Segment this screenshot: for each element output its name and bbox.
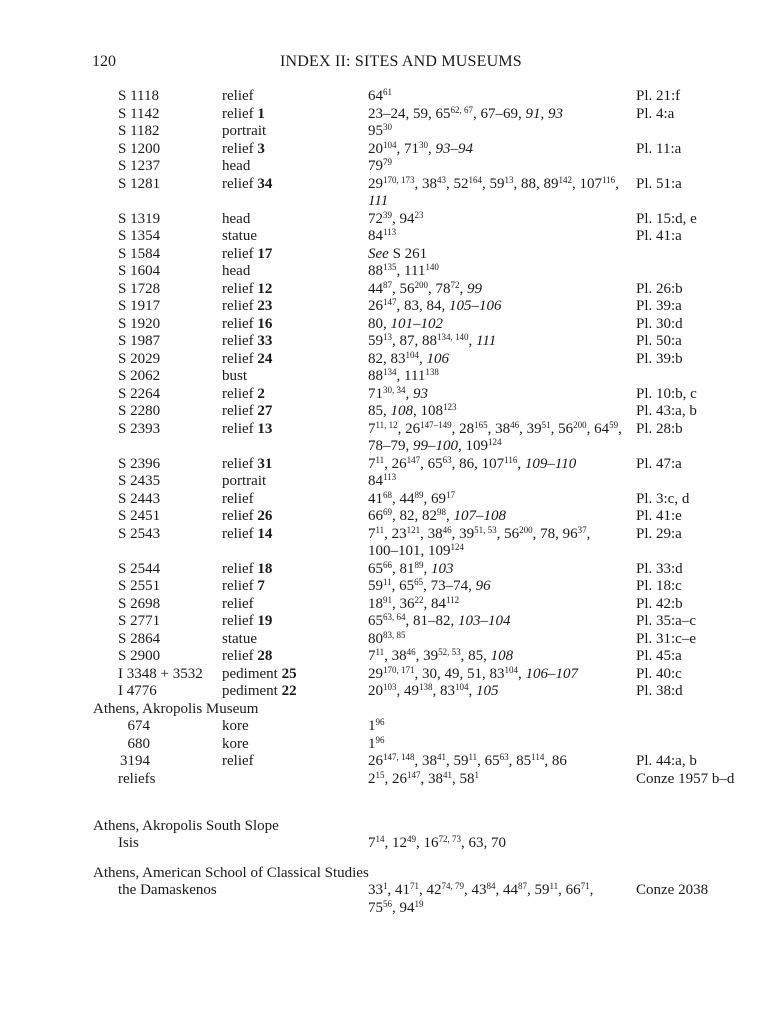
index-entry — [0, 333, 762, 351]
section-heading-text: Athens, American School of Classical Studies — [93, 864, 369, 881]
catalogue-number: 23 — [257, 298, 273, 314]
page-references: $64^{61}$ — [368, 87, 392, 104]
section-heading-text: Athens, Akropolis South Slope — [93, 817, 279, 834]
plate-reference: Pl. 33:d — [636, 560, 683, 577]
object-type: portrait — [222, 123, 267, 139]
index-entry — [0, 882, 762, 917]
inventory-number: 680 — [127, 735, 150, 752]
page-references: $1^{96}$ — [368, 717, 385, 734]
inventory-number: S 1354 — [118, 228, 161, 244]
plate-reference: Pl. 11:a — [636, 140, 682, 157]
object-type: relief — [222, 595, 254, 612]
spacer — [0, 806, 762, 818]
page-references: $88^{134}$, $111^{138}$ — [368, 367, 439, 384]
index-entry — [0, 228, 762, 246]
plate-reference: Pl. 42:b — [636, 595, 683, 612]
index-entry — [0, 368, 762, 386]
plate-reference: Pl. 47:a — [636, 455, 682, 472]
object-type: relief 13 — [222, 420, 273, 437]
index-entry — [0, 386, 762, 404]
index-entry — [0, 596, 762, 614]
plate-reference: Pl. 39:a — [636, 298, 682, 314]
object-type: head — [222, 210, 251, 227]
inventory-number: S 2393 — [118, 420, 161, 437]
catalogue-number: 12 — [257, 280, 273, 297]
catalogue-number: 7 — [257, 578, 265, 594]
inventory-number: S 2062 — [118, 368, 161, 384]
catalogue-number: 17 — [257, 245, 273, 262]
inventory-number: S 2543 — [118, 525, 161, 542]
page-number: 120 — [92, 53, 116, 70]
page-references: $41^{68}$, $44^{89}$, $69^{17}$ — [368, 489, 455, 507]
plate-reference: Pl. 18:c — [636, 578, 682, 594]
object-type: relief 2 — [222, 385, 265, 402]
index-entry — [0, 526, 762, 561]
inventory-number: S 2771 — [118, 613, 161, 629]
entry-label: Isis — [118, 835, 139, 851]
inventory-number: S 1604 — [118, 263, 161, 279]
index-entry — [0, 578, 762, 596]
catalogue-number: 18 — [257, 560, 273, 577]
inventory-number: S 1200 — [118, 140, 161, 157]
page-references: $59^{13}$, 87, 88$^{134, 140}$, 111 — [368, 332, 497, 349]
index-entry — [0, 298, 762, 316]
page-header — [0, 53, 762, 73]
inventory-number: S 2443 — [118, 490, 161, 507]
running-title: INDEX II: SITES AND MUSEUMS — [280, 53, 522, 70]
catalogue-number: 27 — [257, 403, 273, 419]
plate-reference: Pl. 43:a, b — [636, 403, 697, 419]
page-references: See S 261 — [368, 245, 428, 262]
page-references: $7^{11}$, $38^{46}$, 39$^{52, 53}$, 85, 108 — [368, 647, 514, 664]
inventory-number: I 3348 + 3532 — [118, 665, 203, 682]
inventory-number: S 2280 — [118, 403, 161, 419]
object-type: relief 24 — [222, 350, 273, 367]
catalogue-number: 16 — [257, 315, 273, 332]
plate-reference: Pl. 3:c, d — [636, 490, 690, 507]
object-type: relief 23 — [222, 298, 273, 314]
object-type: head — [222, 158, 251, 174]
page-references: $44^{87}$, $56^{200}$, $78^{72}$, 99 — [368, 279, 482, 297]
object-type: relief 16 — [222, 315, 273, 332]
page-references: $59^{11}$, $65^{65}$, 73–74, 96 — [368, 577, 491, 594]
page-references: 7$^{11, 12}$, 26$^{147-149}$, $28^{165}$, $38^{46}$, $39^{51}$, $56^{200}$, $64^{59}$, 78–79, 99–100, $109^{124}$ — [368, 419, 622, 454]
catalogue-number: 34 — [257, 175, 273, 192]
index-entry — [0, 473, 762, 491]
index-entry — [0, 403, 762, 421]
page-references: $84^{113}$ — [368, 472, 397, 489]
catalogue-number: 2 — [257, 385, 265, 402]
index-entry — [0, 718, 762, 736]
object-type: relief 3 — [222, 140, 265, 157]
page-references: $65^{66}$, $81^{89}$, 103 — [368, 559, 454, 577]
inventory-number: 3194 — [120, 753, 150, 769]
page-references: $66^{69}$, 82, $82^{98}$, 107–108 — [368, 507, 506, 524]
plate-reference: Conze 1957 b–d — [636, 770, 735, 787]
inventory-number: S 1917 — [118, 298, 161, 314]
section-heading — [0, 865, 762, 883]
inventory-number: 674 — [127, 718, 150, 734]
catalogue-number: 1 — [257, 105, 265, 122]
index-entry — [0, 771, 762, 806]
index-entry — [0, 421, 762, 456]
inventory-number: S 1142 — [118, 105, 160, 122]
catalogue-number: 25 — [281, 665, 297, 682]
plate-reference: Pl. 4:a — [636, 105, 675, 122]
inventory-number: S 1728 — [118, 280, 161, 297]
page-references: 23–24, 59, 65$^{62, 67}$, 67–69, 91, 93 — [368, 104, 563, 122]
page-references: $1^{96}$ — [368, 734, 385, 752]
page-references: $88^{135}$, $111^{140}$ — [368, 262, 439, 279]
index-entry — [0, 281, 762, 299]
plate-reference: Pl. 26:b — [636, 280, 683, 297]
catalogue-number: 22 — [281, 683, 297, 699]
inventory-number: S 1237 — [118, 158, 161, 174]
catalogue-number: 26 — [257, 508, 273, 524]
page-references: 26$^{147, 148}$, $38^{41}$, $59^{11}$, $65^{63}$, $85^{114}$, 86 — [368, 752, 567, 769]
page-references: $18^{91}$, $36^{22}$, $84^{112}$ — [368, 594, 460, 612]
inventory-number: S 2864 — [118, 630, 161, 647]
section-heading-text: Athens, Akropolis Museum — [93, 700, 259, 717]
index-entry — [0, 246, 762, 264]
plate-reference: Pl. 10:b, c — [636, 385, 697, 402]
inventory-number: S 1319 — [118, 210, 161, 227]
plate-reference: Pl. 21:f — [636, 88, 681, 104]
object-type: head — [222, 263, 251, 279]
object-type: relief 14 — [222, 525, 273, 542]
index-entries — [0, 88, 762, 917]
page-references: $84^{113}$ — [368, 227, 397, 244]
plate-reference: Pl. 40:c — [636, 665, 682, 682]
index-entry — [0, 613, 762, 631]
object-type: relief 18 — [222, 560, 273, 577]
object-type: statue — [222, 630, 257, 647]
object-type: pediment 22 — [222, 683, 297, 699]
page-references: 85, 108, $108^{123}$ — [368, 402, 457, 419]
object-type: relief — [222, 753, 254, 769]
inventory-number: S 2698 — [118, 595, 161, 612]
index-entry — [0, 561, 762, 579]
catalogue-number: 14 — [257, 525, 273, 542]
plate-reference: Pl. 44:a, b — [636, 753, 697, 769]
index-entry — [0, 666, 762, 684]
page-references: $7^{14}$, $12^{49}$, 16$^{72, 73}$, 63, 70 — [368, 834, 506, 851]
plate-reference: Pl. 31:c–e — [636, 630, 696, 647]
page-references: $26^{147}$, 83, 84, 105–106 — [368, 297, 502, 314]
index-entry — [0, 648, 762, 666]
object-type: relief 12 — [222, 280, 273, 297]
inventory-number: S 1182 — [118, 123, 160, 139]
section-heading — [0, 701, 762, 719]
object-type: relief — [222, 490, 254, 507]
inventory-number: S 2451 — [118, 508, 161, 524]
object-type: relief 19 — [222, 613, 273, 629]
plate-reference: Pl. 41:a — [636, 228, 682, 244]
object-type: relief 28 — [222, 648, 273, 664]
index-entry — [0, 835, 762, 853]
catalogue-number: 33 — [257, 333, 273, 349]
object-type: relief 31 — [222, 455, 273, 472]
page-references: 65$^{63, 64}$, 81–82, 103–104 — [368, 612, 511, 629]
plate-reference: Pl. 50:a — [636, 333, 682, 349]
page-references: 80$^{83, 85}$ — [368, 629, 406, 647]
page-references: $20^{103}$, $49^{138}$, $83^{104}$, 105 — [368, 682, 499, 699]
catalogue-number: 3 — [257, 140, 265, 157]
object-type: relief 27 — [222, 403, 273, 419]
object-type: statue — [222, 228, 257, 244]
page-references: $79^{79}$ — [368, 157, 392, 174]
inventory-number: S 1920 — [118, 315, 161, 332]
page-references: $72^{39}$, $94^{23}$ — [368, 209, 424, 227]
inventory-number: S 1584 — [118, 245, 161, 262]
plate-reference: Pl. 35:a–c — [636, 613, 696, 629]
inventory-number: I 4776 — [118, 683, 157, 699]
catalogue-number: 13 — [257, 420, 273, 437]
page-references: 29$^{170, 171}$, 30, 49, 51, $83^{104}$, 106–107 — [368, 664, 578, 682]
page-references: 80, 101–102 — [368, 315, 443, 332]
object-type: portrait — [222, 473, 267, 489]
plate-reference: Pl. 38:d — [636, 683, 683, 699]
index-entry — [0, 736, 762, 754]
page-references: $7^{11}$, $23^{121}$, $38^{46}$, 39$^{51, 53}$, $56^{200}$, 78, $96^{37}$, 100–101, $109^{124}$ — [368, 524, 591, 559]
inventory-number: S 2551 — [118, 578, 161, 594]
section-heading — [0, 818, 762, 836]
inventory-number: S 2264 — [118, 385, 161, 402]
index-entry — [0, 88, 762, 106]
page-references: 29$^{170, 173}$, $38^{43}$, $52^{164}$, $59^{13}$, 88, $89^{142}$, $107^{116}$, 111 — [368, 174, 619, 209]
index-entry — [0, 176, 762, 211]
catalogue-number: 19 — [257, 613, 273, 629]
inventory-number: S 2029 — [118, 350, 161, 367]
object-type: pediment 25 — [222, 665, 297, 682]
inventory-number: S 2396 — [118, 455, 161, 472]
object-type: relief 7 — [222, 578, 265, 594]
inventory-number: S 2435 — [118, 473, 161, 489]
plate-reference: Pl. 51:a — [636, 175, 682, 192]
index-entry — [0, 316, 762, 334]
object-type: relief 17 — [222, 245, 273, 262]
catalogue-number: 24 — [257, 350, 273, 367]
index-entry — [0, 631, 762, 649]
inventory-number: S 1118 — [118, 88, 159, 104]
plate-reference: Pl. 29:a — [636, 525, 682, 542]
page-references: $95^{30}$ — [368, 122, 392, 139]
index-entry — [0, 508, 762, 526]
index-entry — [0, 106, 762, 124]
index-entry — [0, 211, 762, 229]
plate-reference: Conze 2038 — [636, 882, 709, 898]
page-references: $33^1$, $41^{71}$, 42$^{74, 79}$, $43^{84}$, $44^{87}$, $59^{11}$, $66^{71}$, $75^{56}$, $94^{19}$ — [368, 881, 594, 916]
index-entry — [0, 158, 762, 176]
index-entry — [0, 263, 762, 281]
plate-reference: Pl. 30:d — [636, 315, 683, 332]
inventory-number: S 1987 — [118, 333, 161, 349]
catalogue-number: 31 — [257, 455, 273, 472]
page-references: 71$^{30, 34}$, 93 — [368, 384, 428, 402]
page-references: $7^{11}$, $26^{147}$, $65^{63}$, 86, $107^{116}$, 109–110 — [368, 454, 577, 472]
object-type: relief — [222, 88, 254, 104]
object-type: kore — [222, 735, 249, 752]
object-type: relief 33 — [222, 333, 273, 349]
inventory-number: S 2544 — [118, 560, 161, 577]
object-type: relief 34 — [222, 175, 273, 192]
plate-reference: Pl. 41:e — [636, 508, 682, 524]
page-references: 82, $83^{104}$, 106 — [368, 349, 449, 367]
object-type: bust — [222, 368, 248, 384]
entry-label: the Damaskenos — [118, 882, 217, 898]
object-type: relief 26 — [222, 508, 273, 524]
plate-reference: Pl. 45:a — [636, 648, 682, 664]
page-references: $2^{15}$, $26^{147}$, $38^{41}$, $58^1$ — [368, 769, 479, 787]
page-references: $20^{104}$, $71^{30}$, 93–94 — [368, 139, 473, 157]
index-entry — [0, 683, 762, 701]
index-entry — [0, 123, 762, 141]
index-entry — [0, 141, 762, 159]
spacer — [0, 853, 762, 865]
entry-label: reliefs — [118, 770, 156, 787]
index-entry — [0, 351, 762, 369]
catalogue-number: 28 — [257, 648, 273, 664]
plate-reference: Pl. 39:b — [636, 350, 683, 367]
inventory-number: S 2900 — [118, 648, 161, 664]
index-entry — [0, 491, 762, 509]
object-type: kore — [222, 718, 249, 734]
inventory-number: S 1281 — [118, 175, 161, 192]
index-entry — [0, 753, 762, 771]
plate-reference: Pl. 15:d, e — [636, 210, 697, 227]
plate-reference: Pl. 28:b — [636, 420, 683, 437]
index-entry — [0, 456, 762, 474]
object-type: relief 1 — [222, 105, 265, 122]
